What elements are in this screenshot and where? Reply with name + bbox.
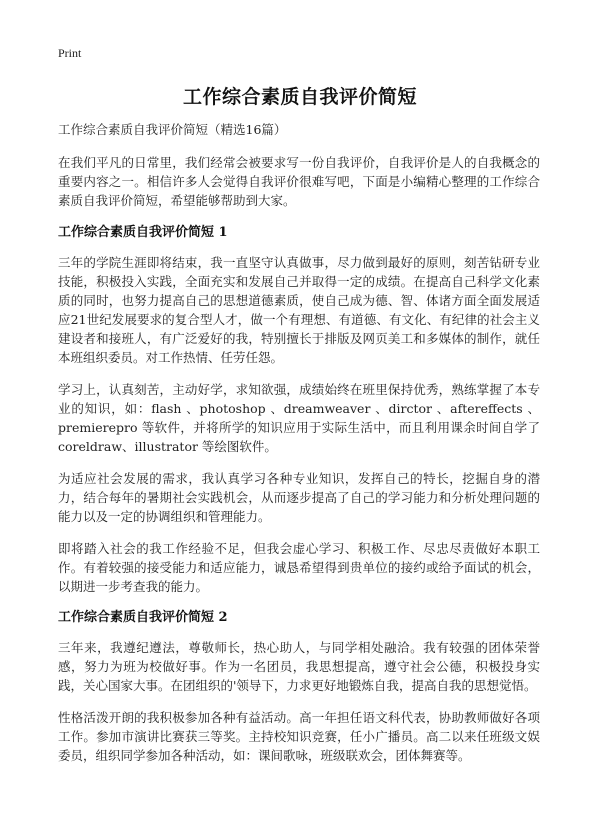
section-heading-2: 工作综合素质自我评价简短 2 (58, 610, 228, 625)
section-heading-1: 工作综合素质自我评价简短 1 (58, 225, 228, 240)
document-title: 工作综合素质自我评价简短 (182, 86, 417, 108)
section-1-paragraph-3: 为适应社会发展的需求，我认真学习各种专业知识，发挥自己的特长，挖掘自身的潜力，结合每年的暑期社会实践机会，从而逐步提高了自己的学习能力和分析处理问题的能力以及一定的协调组织和管理能力。 (58, 471, 540, 524)
section-1-paragraph-1: 三年的学院生涯即将结束，我一直坚守认真做事，尽力做到最好的原则，刻苦钻研专业技能，积极投入实践，全面充实和发展自己并取得一定的成绩。在提高自己科学文化素质的同时，也努力提高自己的思想道德素质，使自己成为德、智、体诸方面全面发展适应21世纪发展要求的复合型人才，做一个有理想、有道德、有文化、有纪律的社会主义建设者和接班人，有广泛爱好的我，特别擅长于排版及网页美工和多媒体的制作，就任本班组织委员。对工作热情、任劳任怨。 (58, 255, 540, 365)
document-body (58, 120, 540, 778)
section-2-paragraph-1: 三年来，我遵纪遵法，尊敬师长，热心助人，与同学相处融洽。我有较强的团体荣誉感，努力为班为校做好事。作为一名团员，我思想提高，遵守社会公德，积极投身实践，关心国家大事。在团组织的'领导下，力求更好地锻炼自我，提高自我的思想觉悟。 (58, 640, 540, 693)
section-1-paragraph-4: 即将踏入社会的我工作经验不足，但我会虚心学习、积极工作、尽忠尽责做好本职工作。有着较强的接受能力和适应能力，诚恳希望得到贵单位的接约或给予面试的机会，以期进一步考查我的能力。 (58, 541, 540, 594)
section-1-paragraph-2: 学习上，认真刻苦，主动好学，求知欲强，成绩始终在班里保持优秀，熟练掌握了本专业的知识，如：flash 、photoshop 、dreamweaver 、dirctor 、aftereffects 、premierepro 等软件，并将所学的知识应用于实际生活中，而且利用课余时间自学了 coreldraw、illustrator 等绘图软件。 (58, 382, 540, 454)
print-link[interactable]: Print (58, 46, 82, 60)
intro-paragraph: 在我们平凡的日常里，我们经常会被要求写一份自我评价，自我评价是人的自我概念的重要内容之一。相信许多人会觉得自我评价很难写吧，下面是小编精心整理的工作综合素质自我评价简短，希望能够帮助到大家。 (58, 155, 540, 208)
document-subtitle: 工作综合素质自我评价简短（精选16篇） (58, 122, 287, 137)
section-2-paragraph-2: 性格活泼开朗的我积极参加各种有益活动。高一年担任语文科代表，协助教师做好各项工作。参加市演讲比赛获三等奖。主持校知识竞赛，任小广播员。高二以来任班级文娱委员，组织同学参加各种活动，如：课间歌咏，班级联欢会，团体舞赛等。 (58, 710, 540, 763)
